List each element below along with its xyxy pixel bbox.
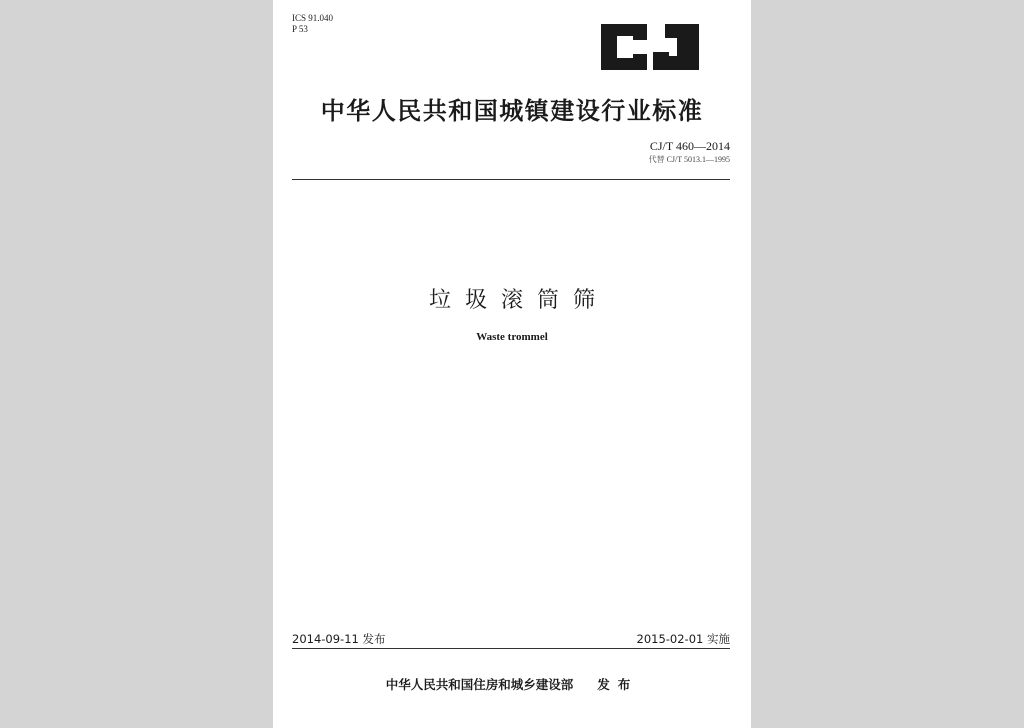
standard-code-block xyxy=(649,140,730,166)
document-title-en: Waste trommel xyxy=(476,331,548,343)
document-page xyxy=(273,0,751,728)
standard-body-title: 中华人民共和国城镇建设行业标准 xyxy=(320,97,704,125)
class-code: P 53 xyxy=(292,24,308,34)
top-divider xyxy=(292,179,730,180)
replaces-code: 代替 CJ/T 5013.1—1995 xyxy=(648,155,730,164)
cj-logo xyxy=(595,20,703,74)
classification-codes xyxy=(292,13,333,35)
standard-code: CJ/T 460—2014 xyxy=(649,139,730,153)
publisher-line xyxy=(273,675,751,693)
document-title-cn: 垃圾滚筒筛 xyxy=(428,288,609,313)
implementation-date: 2015-02-01 实施 xyxy=(636,632,730,646)
bottom-divider xyxy=(292,648,730,649)
issue-date: 2014-09-11 发布 xyxy=(292,632,386,646)
publisher-name: 中华人民共和国住房和城乡建设部 xyxy=(385,677,574,692)
ics-code: ICS 91.040 xyxy=(292,13,334,23)
publisher-action: 发布 xyxy=(597,677,639,692)
